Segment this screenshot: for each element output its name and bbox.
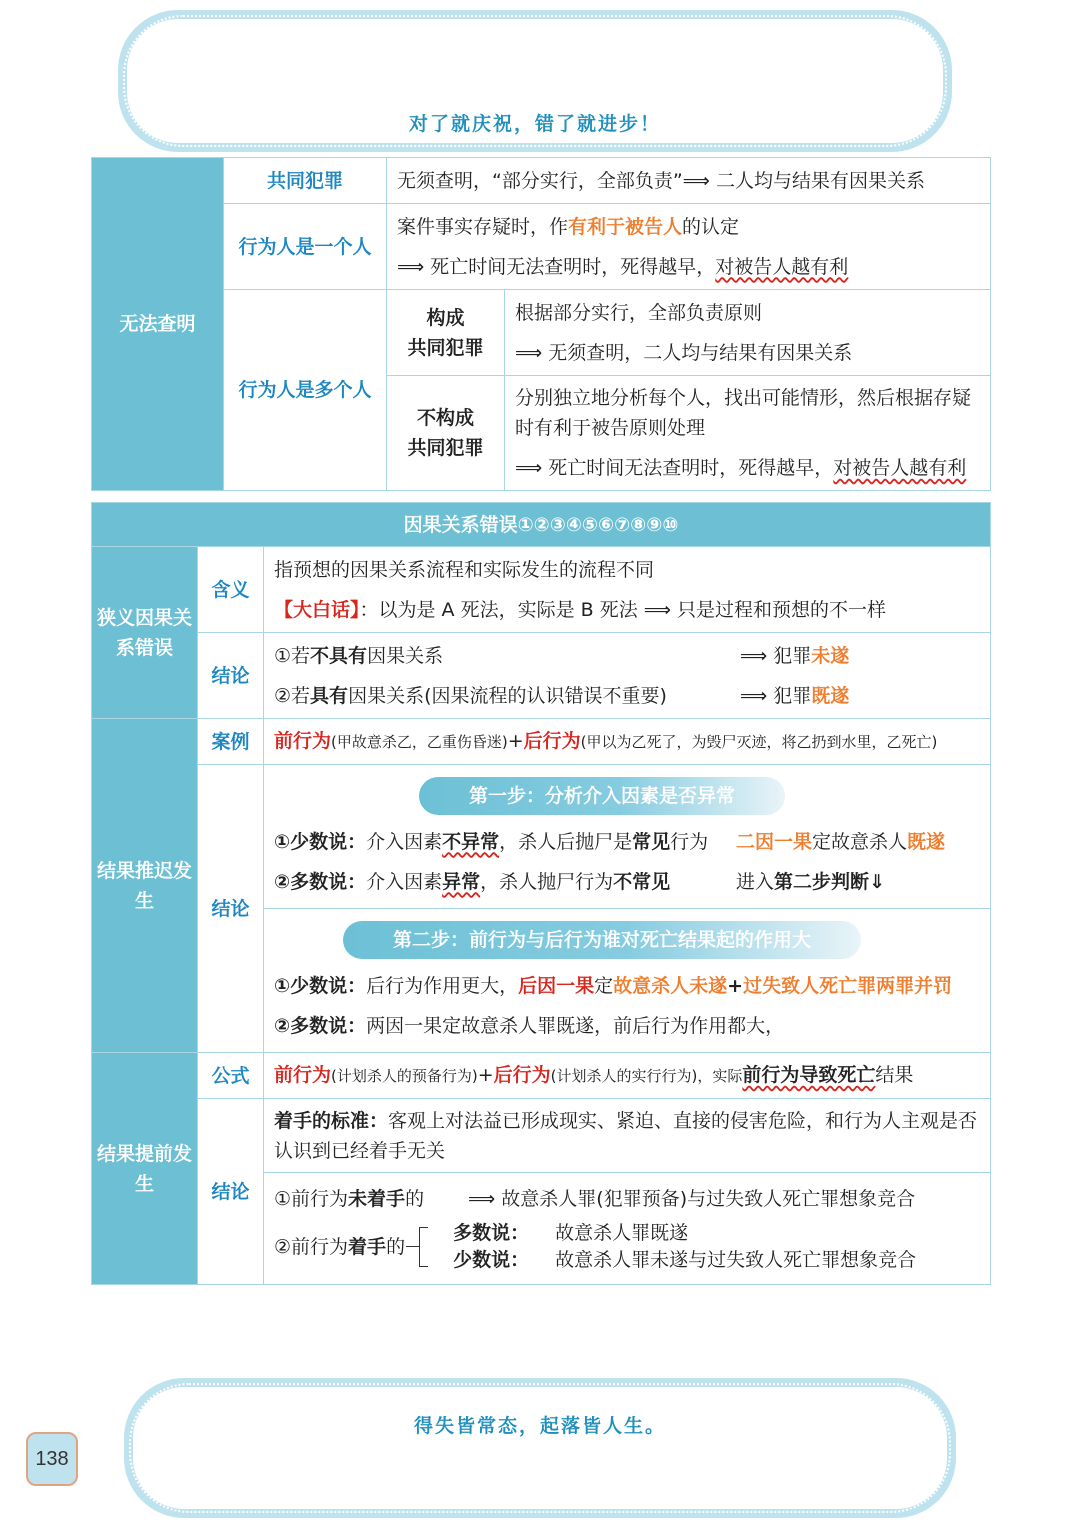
footer-motto: 得失皆常态，起落皆人生。: [413, 1415, 666, 1437]
label-single-actor: 行为人是一个人: [224, 204, 387, 290]
label-conclusion-early: 结论: [198, 1099, 264, 1285]
header-motto: 对了就庆祝，错了就进步！: [408, 113, 661, 135]
section-narrow-causal-error: 狭义因果关系错误: [92, 547, 198, 719]
label-multiple-actors: 行为人是多个人: [224, 290, 387, 491]
case-text: 前行为(甲故意杀乙，乙重伤昏迷)+后行为(甲以为乙死了，为毁尸灭迹，将乙扔到水里，乙死亡): [264, 719, 991, 765]
step2-pill: 第二步：前行为与后行为谁对死亡结果起的作用大: [343, 921, 861, 959]
meaning-text: 指预想的因果关系流程和实际发生的流程不同 【大白话】：以为是 A 死法，实际是 B 死法 ⟹ 只是过程和预想的不一样: [264, 547, 991, 633]
single-actor-text: 案件事实存疑时，作有利于被告人的认定 ⟹ 死亡时间无法查明时，死得越早，对被告人越有利: [387, 204, 991, 290]
causal-error-table: [91, 502, 991, 1285]
label-case: 案例: [198, 719, 264, 765]
section-unascertainable: 无法查明: [92, 158, 224, 491]
label-formula: 公式: [198, 1053, 264, 1099]
label-joint-crime: 共同犯罪: [224, 158, 387, 204]
not-joint-text: 分别独立地分析每个人，找出可能情形，然后根据存疑时有利于被告原则处理 ⟹ 死亡时间无法查明时，死得越早，对被告人越有利: [505, 376, 991, 491]
early-conclusion-text: ①前行为未着手的 ⟹ 故意杀人罪(犯罪预备)与过失致人死亡罪想象竞合 ②前行为着手的 多数说： 故意杀人罪既遂 少数说： 故意杀人罪未遂与过失致人死亡罪想象竞合: [264, 1173, 991, 1285]
section-early-result: 结果提前发生: [92, 1053, 198, 1285]
step2-block: 第二步：前行为与后行为谁对死亡结果起的作用大 ①少数说：后行为作用更大，后因一果定故意杀人未遂+过失致人死亡罪两罪并罚 ②多数说：两因一果定故意杀人罪既遂，前后行为作用都大，: [264, 909, 991, 1053]
label-conclusion-delayed: 结论: [198, 765, 264, 1053]
page-number: 138: [26, 1432, 78, 1486]
attempt-standard-text: 着手的标准：客观上对法益已形成现实、紧迫、直接的侵害危险，和行为人主观是否认识到已经着手无关: [264, 1099, 991, 1173]
brace-icon: [419, 1227, 445, 1267]
step1-pill: 第一步：分析介入因素是否异常: [419, 777, 785, 815]
unascertainable-table: [91, 157, 991, 491]
joint-crime-text: 无须查明，“部分实行，全部负责”⟹ 二人均与结果有因果关系: [387, 158, 991, 204]
section-delayed-result: 结果推迟发生: [92, 719, 198, 1053]
label-conclusion-narrow: 结论: [198, 633, 264, 719]
constitutes-joint-text: 根据部分实行，全部负责原则 ⟹ 无须查明，二人均与结果有因果关系: [505, 290, 991, 376]
footer-cloud-frame: [124, 1378, 956, 1518]
conclusion-narrow-text: ①若不具有因果关系 ⟹ 犯罪未遂 ②若具有因果关系(因果流程的认识错误不重要) ⟹ 犯罪既遂: [264, 633, 991, 719]
header-cloud-frame: [118, 10, 952, 152]
causal-error-title: 因果关系错误①②③④⑤⑥⑦⑧⑨⑩: [92, 503, 991, 547]
label-constitutes-joint: 构成 共同犯罪: [387, 290, 505, 376]
label-not-joint: 不构成 共同犯罪: [387, 376, 505, 491]
formula-text: 前行为(计划杀人的预备行为)+后行为(计划杀人的实行行为)，实际前行为导致死亡结果: [264, 1053, 991, 1099]
step1-block: 第一步：分析介入因素是否异常 ①少数说：介入因素不异常，杀人后抛尸是常见行为 二因一果定故意杀人既遂 ②多数说：介入因素异常，杀人抛尸行为不常见 进入第二步判断⇓: [264, 765, 991, 909]
label-meaning: 含义: [198, 547, 264, 633]
